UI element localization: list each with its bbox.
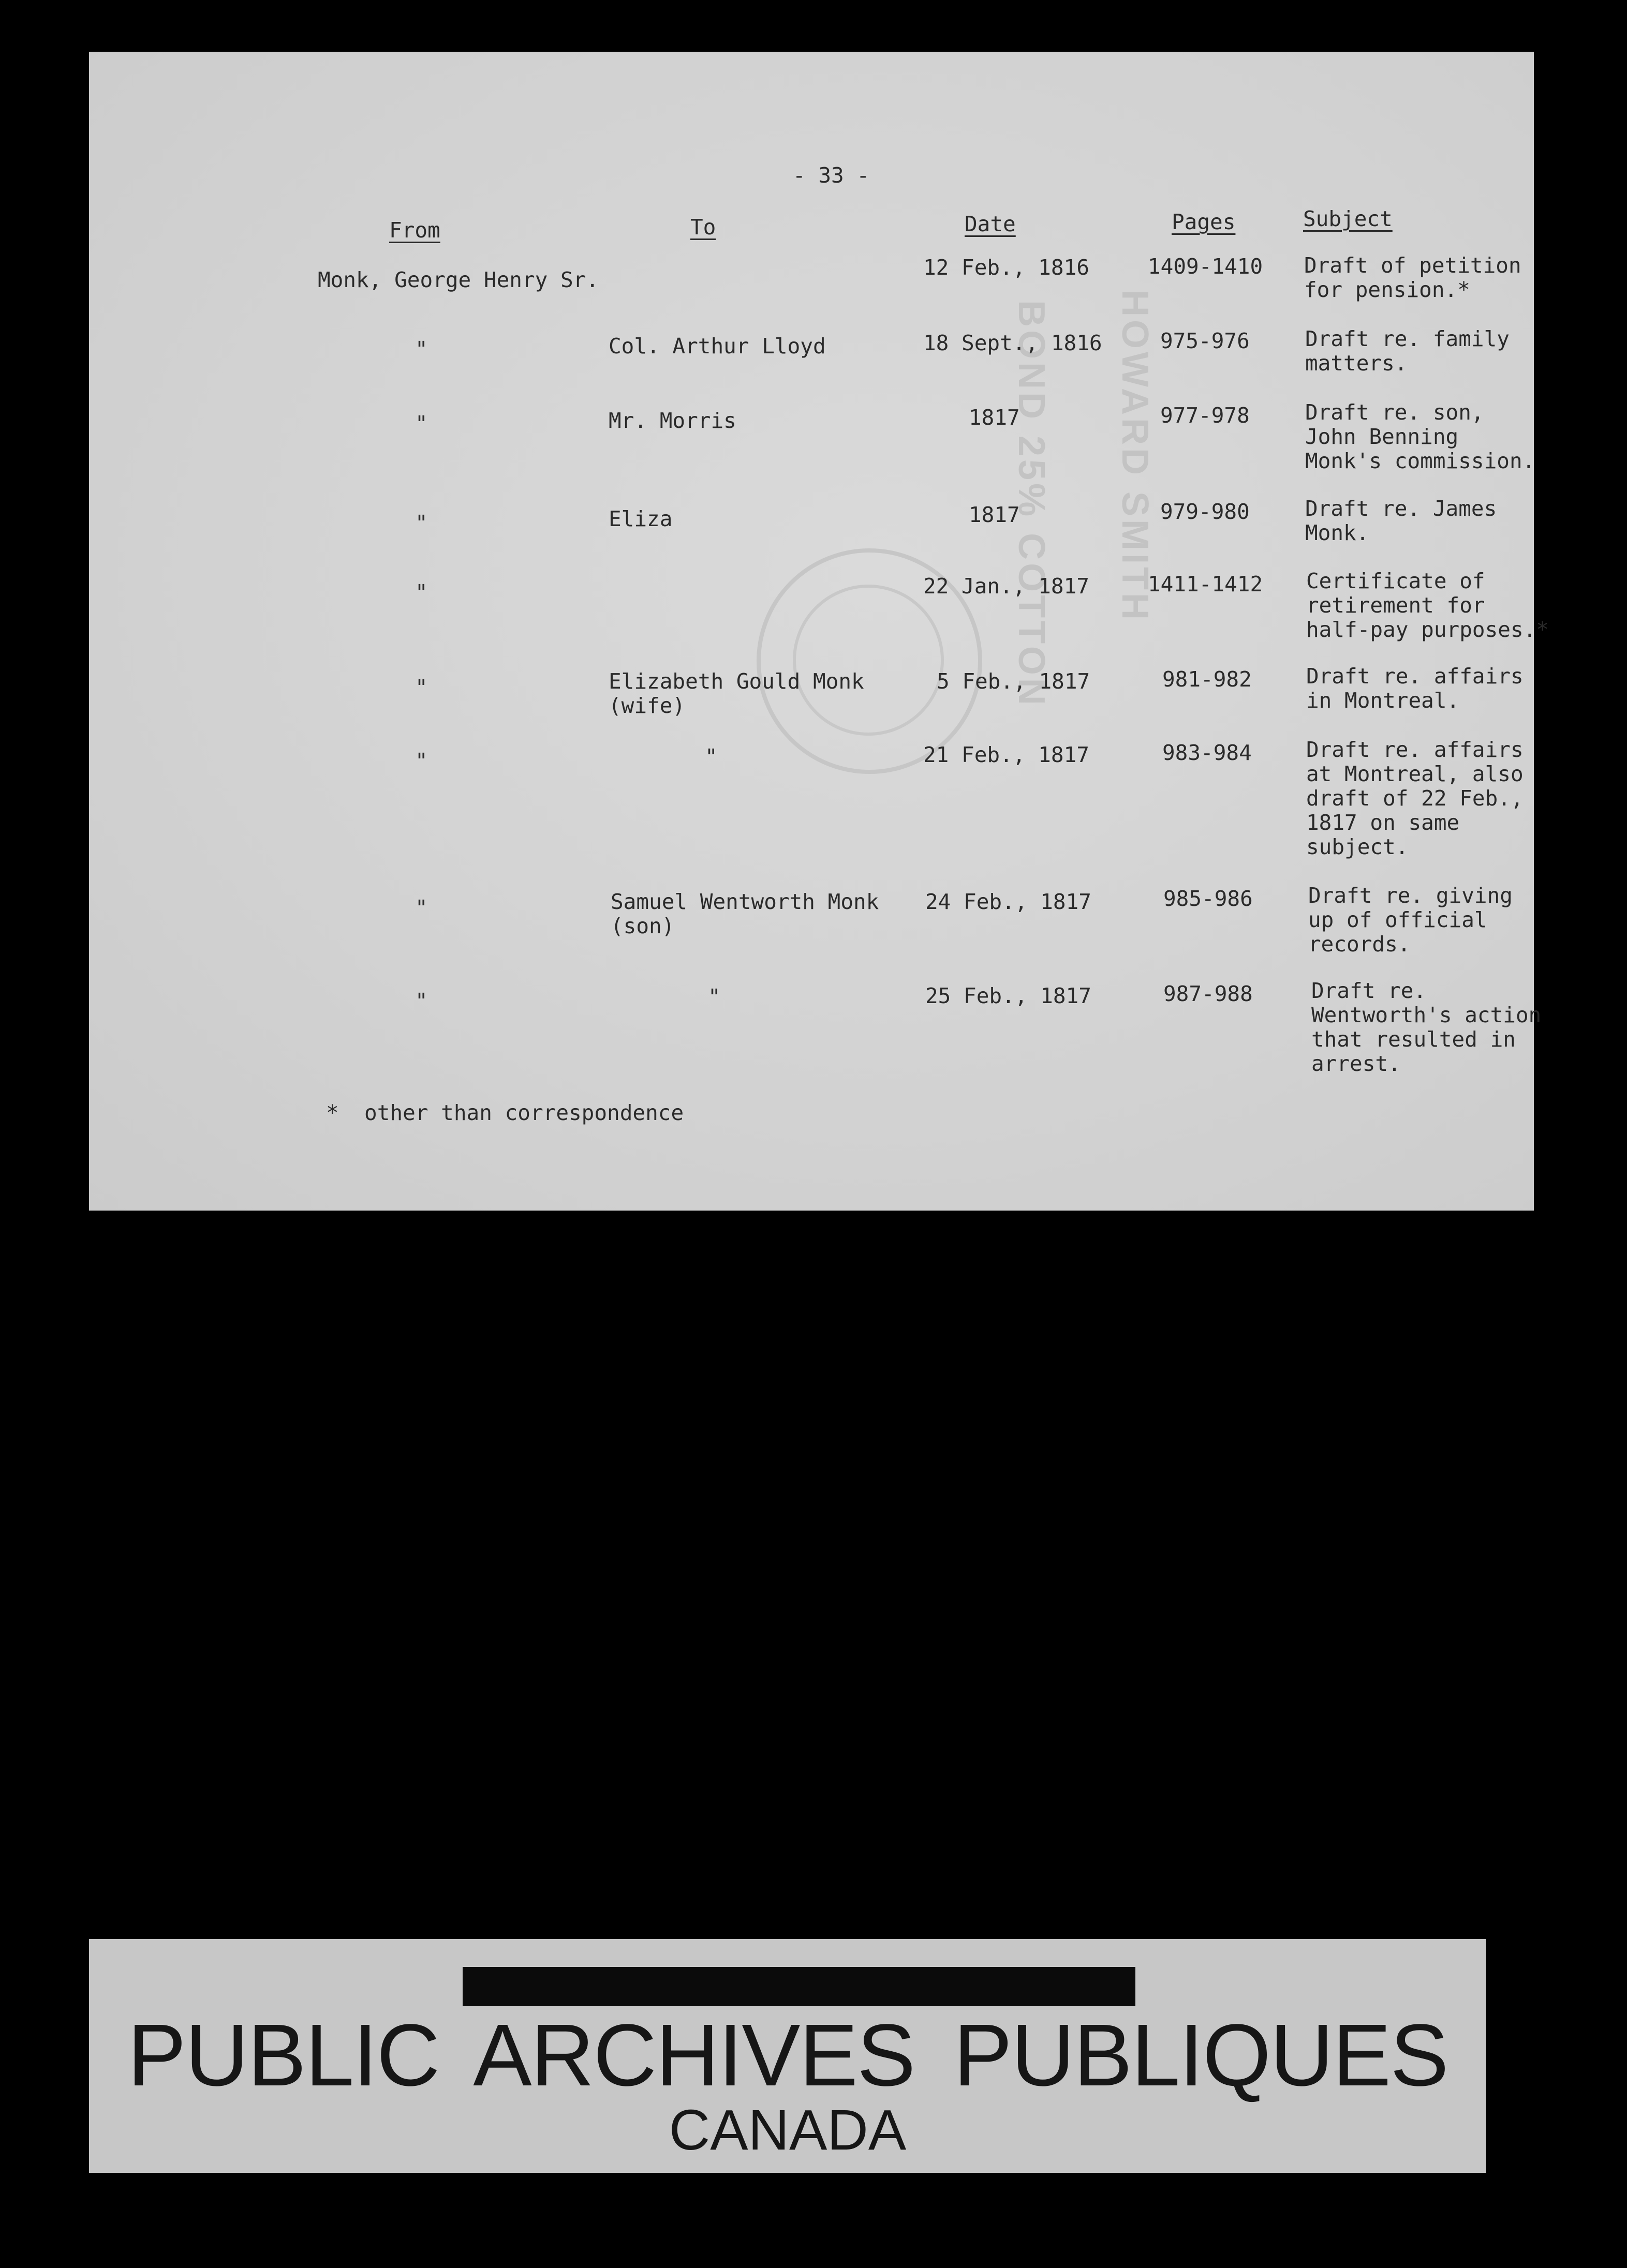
archives-banner bbox=[89, 1939, 1486, 2173]
row-1-date: 12 Feb., 1816 bbox=[923, 255, 1089, 280]
header-date: Date bbox=[965, 212, 1016, 236]
row-5-subject: Certificate of retirement for half-pay purposes.* bbox=[1306, 569, 1549, 642]
row-7-from: " bbox=[415, 749, 428, 773]
row-8-date: 24 Feb., 1817 bbox=[925, 889, 1091, 914]
row-8-to: Samuel Wentworth Monk (son) bbox=[611, 889, 879, 938]
row-5-date: 22 Jan., 1817 bbox=[923, 574, 1089, 599]
row-6-pages: 981-982 bbox=[1162, 667, 1252, 692]
header-subject: Subject bbox=[1303, 206, 1393, 231]
banner-subtitle: CANADA bbox=[669, 2098, 907, 2162]
stamp-text-right: HOWARD SMITH bbox=[1114, 290, 1156, 623]
row-2-subject: Draft re. family matters. bbox=[1305, 326, 1510, 376]
row-1-subject: Draft of petition for pension.* bbox=[1304, 253, 1521, 302]
row-2-pages: 975-976 bbox=[1160, 329, 1250, 353]
banner-title: PUBLIC ARCHIVES PUBLIQUES bbox=[127, 2006, 1448, 2105]
row-4-pages: 979-980 bbox=[1160, 499, 1250, 524]
stamp-text-left: BOND 25% COTTON bbox=[1011, 300, 1052, 708]
header-to: To bbox=[690, 215, 716, 240]
page-number: - 33 - bbox=[793, 163, 870, 188]
row-8-from: " bbox=[415, 896, 428, 920]
row-8-pages: 985-986 bbox=[1163, 886, 1253, 911]
row-9-date: 25 Feb., 1817 bbox=[925, 983, 1091, 1008]
document-sheet bbox=[89, 52, 1549, 1211]
row-2-from: " bbox=[415, 337, 428, 362]
row-1-pages: 1409-1410 bbox=[1148, 254, 1263, 279]
row-3-pages: 977-978 bbox=[1160, 403, 1250, 428]
row-6-to: Elizabeth Gould Monk (wife) bbox=[609, 669, 864, 718]
row-9-from: " bbox=[415, 989, 428, 1013]
row-7-subject: Draft re. affairs at Montreal, also draft of 22 Feb., 1817 on same subject. bbox=[1306, 737, 1524, 859]
row-9-to: " bbox=[708, 984, 721, 1009]
row-6-date: 5 Feb., 1817 bbox=[937, 669, 1090, 694]
banner-black-bar bbox=[463, 1967, 1135, 2006]
row-3-subject: Draft re. son, John Benning Monk's commission. bbox=[1305, 400, 1535, 473]
row-4-subject: Draft re. James Monk. bbox=[1305, 496, 1497, 545]
row-3-from: " bbox=[415, 411, 428, 436]
header-pages: Pages bbox=[1172, 210, 1236, 234]
footnote: * other than correspondence bbox=[326, 1100, 684, 1125]
row-7-pages: 983-984 bbox=[1162, 740, 1252, 765]
row-1-from: Monk, George Henry Sr. bbox=[318, 267, 599, 292]
row-7-date: 21 Feb., 1817 bbox=[923, 742, 1089, 767]
header-from: From bbox=[389, 218, 440, 243]
row-5-from: " bbox=[415, 580, 428, 605]
row-6-subject: Draft re. affairs in Montreal. bbox=[1306, 664, 1524, 713]
row-2-date: 18 Sept., 1816 bbox=[923, 331, 1102, 355]
row-2-to: Col. Arthur Lloyd bbox=[609, 334, 826, 359]
row-8-subject: Draft re. giving up of official records. bbox=[1308, 883, 1513, 957]
row-9-pages: 987-988 bbox=[1163, 981, 1253, 1006]
row-6-from: " bbox=[415, 675, 428, 700]
row-3-to: Mr. Morris bbox=[609, 408, 736, 433]
row-4-from: " bbox=[415, 511, 428, 535]
row-3-date: 1817 bbox=[969, 405, 1020, 430]
row-4-date: 1817 bbox=[969, 502, 1020, 527]
row-5-pages: 1411-1412 bbox=[1148, 572, 1263, 596]
row-9-subject: Draft re. Wentworth's action that resulted in arrest. bbox=[1311, 978, 1542, 1076]
row-4-to: Eliza bbox=[609, 506, 673, 531]
row-7-to: " bbox=[705, 744, 718, 769]
